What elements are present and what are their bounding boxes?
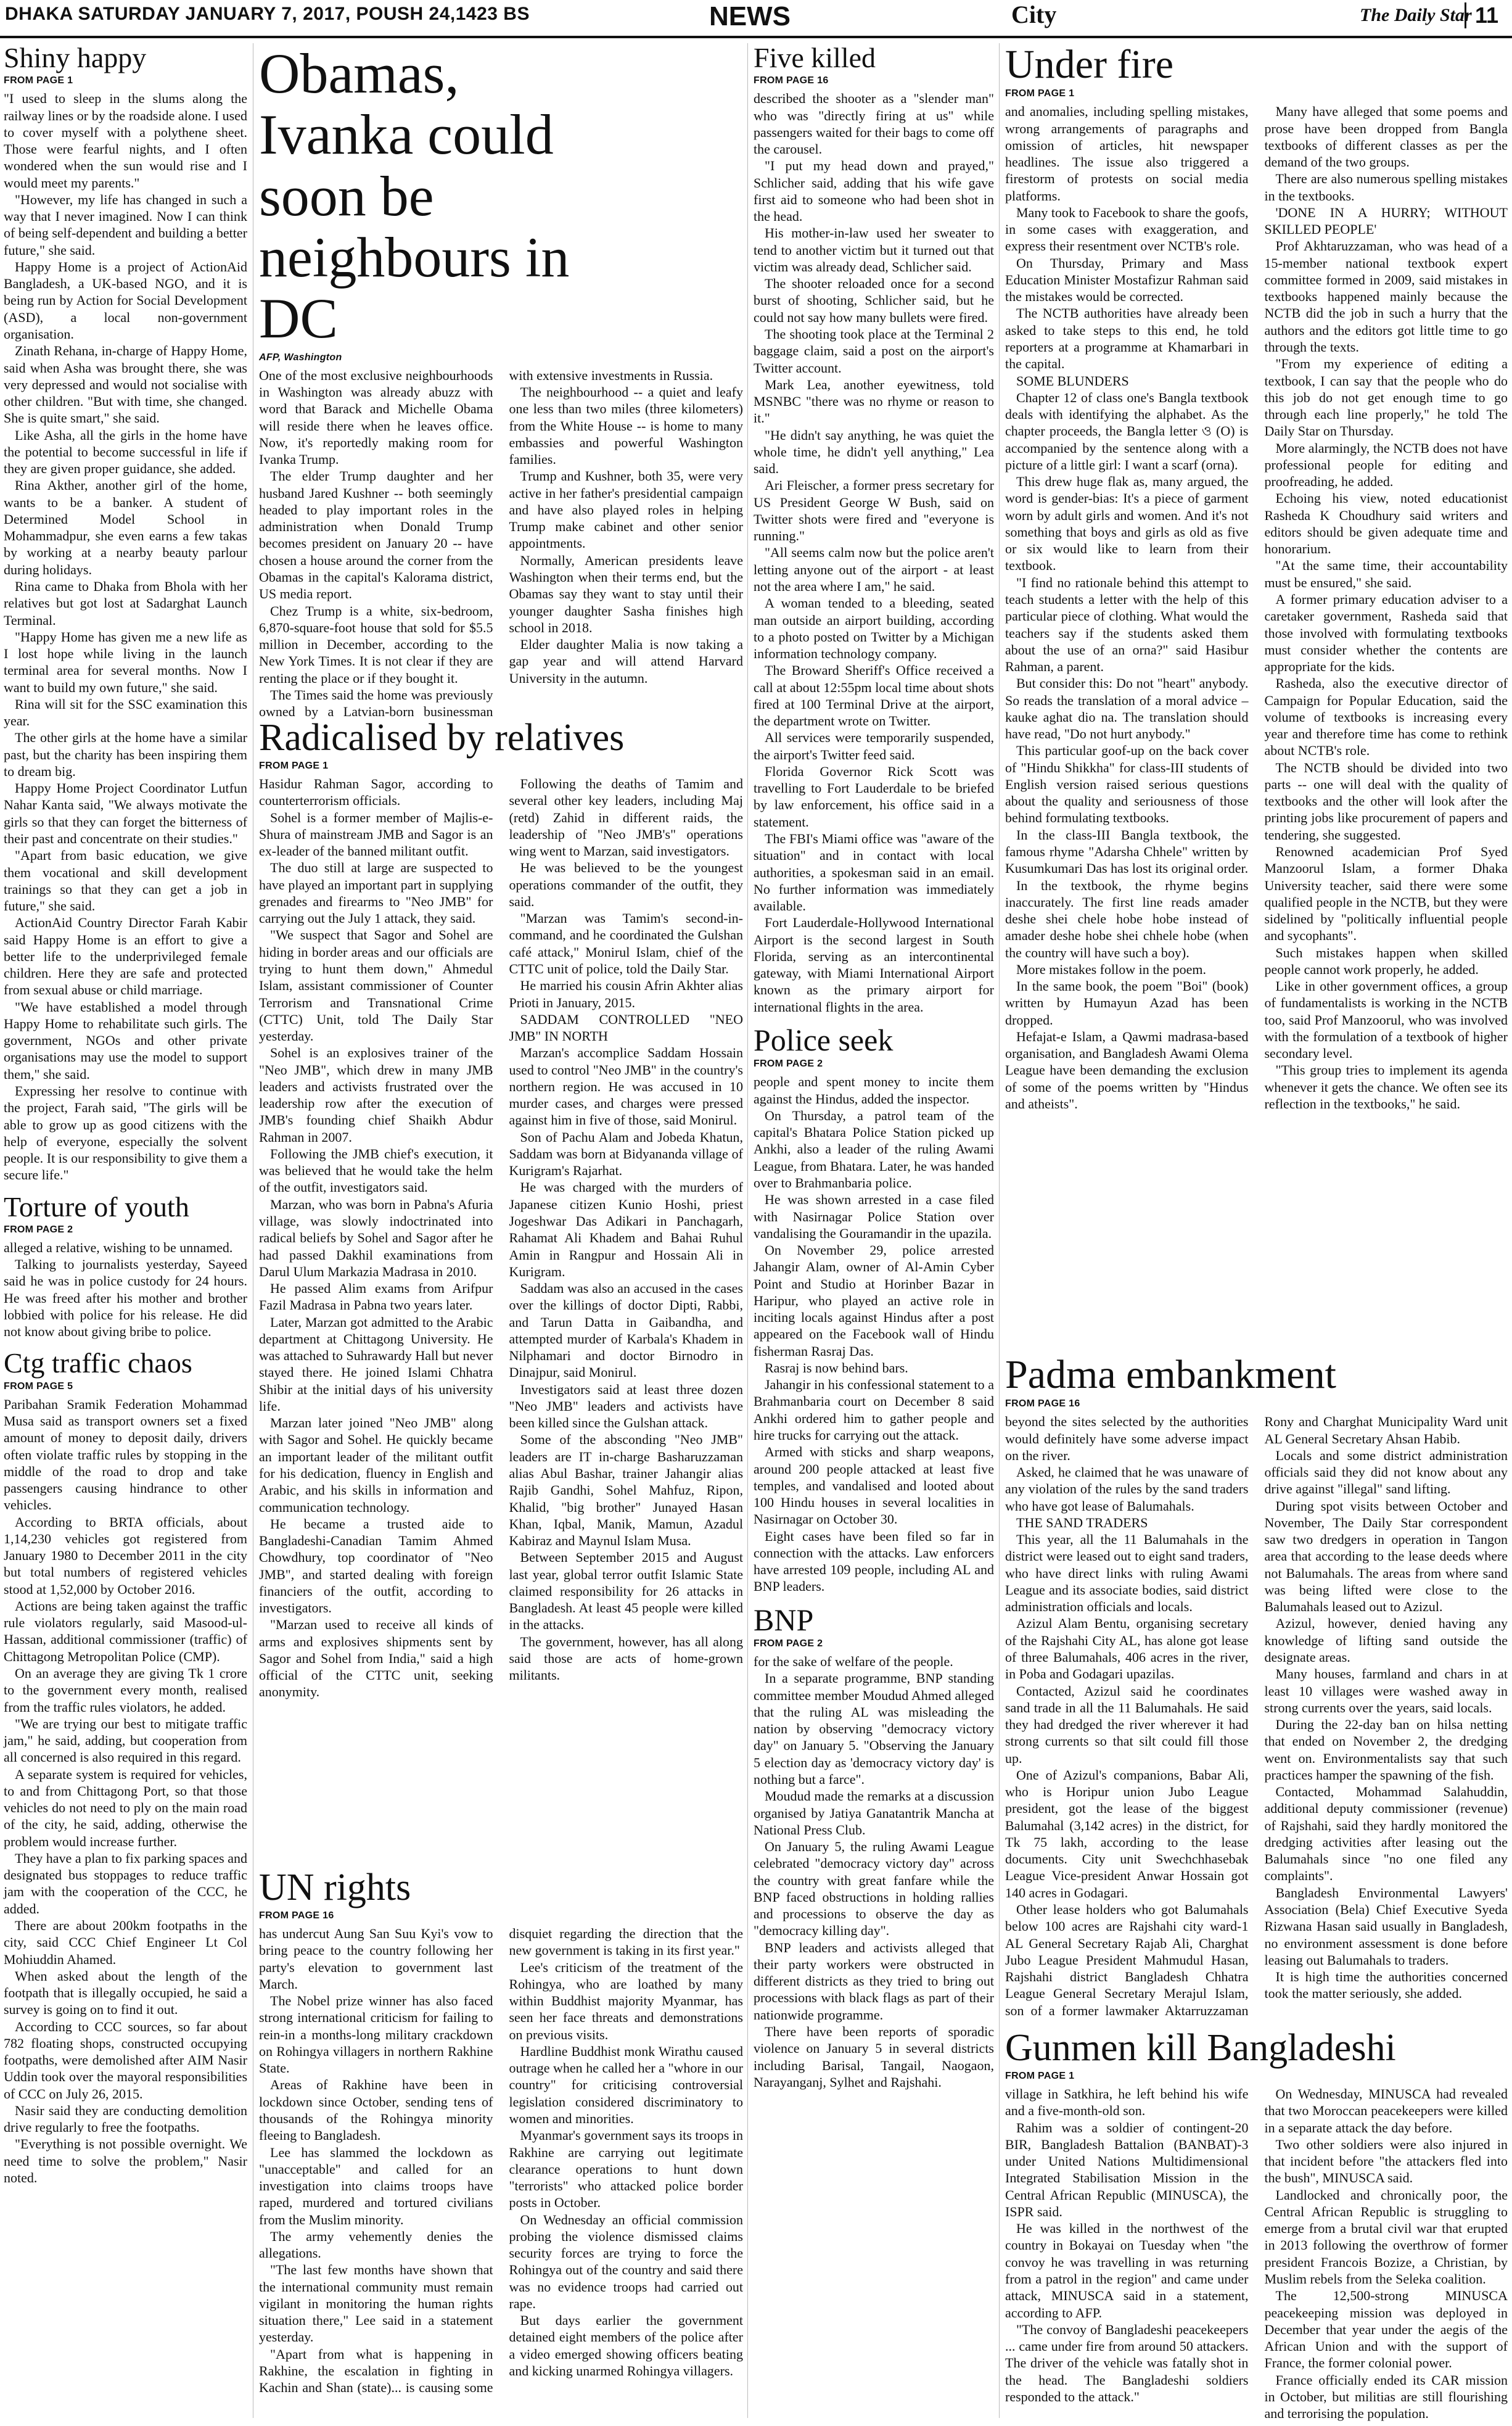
story-paragraph: "Marzan was Tamim's second-in-command, and he coordinated the Gulshan café attack," Monirul Islam, chief of the CTTC unit of police, told the Daily Star. <box>509 910 743 977</box>
story-paragraph: BNP leaders and activists alleged that their party workers were obstructed in different districts as they tried to bring out processions with black flags as part of their nationwide programme. <box>754 1939 994 2023</box>
story-paragraph: The 12,500-strong MINUSCA peacekeeping mission was deployed in December that year under the aegis of the African Union and with the support of France, the former colonial power. <box>1264 2288 1508 2371</box>
story-paragraph: 'DONE IN A HURRY; WITHOUT SKILLED PEOPLE' <box>1264 204 1508 237</box>
story-paragraph: THE SAND TRADERS <box>1016 1514 1148 1530</box>
story-paragraph: A woman tended to a bleeding, seated man outside an airport building, according to a photo posted on Twitter by a Michigan information technology company. <box>754 595 994 662</box>
masthead <box>0 0 1512 38</box>
story-body <box>754 90 994 1015</box>
story-paragraph: A former primary education adviser to a caretaker government, Rasheda said that those involved with formulating textbooks must consider whether the contents are appropriate for the kids. <box>1264 592 1508 675</box>
story-paragraph: More mistakes follow in the poem. <box>1016 961 1206 977</box>
story-paragraph: Marzan, who was born in Pabna's Afuria village, was slowly indoctrinated into radical beliefs by Sohel and Sagor after he had passed Dakhil examinations from Darul Ulum Markazia Madrasa in 2010. <box>259 1196 493 1279</box>
story-paragraph: The FBI's Miami office was "aware of the situation" and in contact with local authorities, a spokesman said in an email. No further information was immediately available. <box>754 830 994 914</box>
story-paragraph: The shooter reloaded once for a second burst of shooting, Schlicher said, but he could not say how many bullets were fired. <box>754 276 994 325</box>
headline: Ctg traffic chaos <box>4 1347 192 1379</box>
story-paragraph: Rasheda, also the executive director of Campaign for Popular Education, said the volume of textbooks is increasing every year and therefore time has come to rethink about NCTB's role. <box>1264 675 1508 759</box>
story-paragraph: Rahim was a soldier of contingent-20 BIR, Bangladesh Battalion (BANBAT)-3 under United Nations Multidimensional Integrated Stabilisation Mission in the Central African Republic (MINUSCA), the ISPR said. <box>1005 2119 1249 2219</box>
story-paragraph: The Nobel prize winner has also faced strong international criticism for failing to rein-in a months-long military crackdown on Rohingya villagers in northern Rakhine State. <box>259 1993 493 2076</box>
story-paragraph: Jahangir in his confessional statement to a Brahmanbaria court on December 8 said Ankhi ordered him to gather people and hire trucks for carrying out the attack. <box>754 1377 994 1443</box>
story-source: FROM PAGE 1 <box>259 761 329 772</box>
story-paragraph: "The convoy of Bangladeshi peacekeepers ... came under fire from around 50 attackers. The driver of the vehicle was fatally shot in the head. The Bangladeshi soldiers responded to the attack." <box>1005 2321 1249 2404</box>
story-paragraph: Like Asha, all the girls in the home have the potential to become successful in life if they are given proper guidance, she added. <box>4 427 247 477</box>
story-paragraph: Moudud made the remarks at a discussion organised by Jatiya Ganatantrik Mancha at National Press Club. <box>754 1788 994 1838</box>
column-4 <box>754 43 994 2421</box>
story-body <box>4 90 247 1183</box>
story-paragraph: On January 5, the ruling Awami League celebrated "democracy victory day" across the country with great fanfare while the BNP faced obstructions in holding rallies and processions to observe the day as "democracy killing day". <box>754 1839 994 1939</box>
headline: Torture of youth <box>4 1190 189 1223</box>
story-source: FROM PAGE 1 <box>1005 88 1075 99</box>
story-paragraph: He was killed in the northwest of the country in Bokayai on Tuesday when "the convoy he was travelling in was returning from a patrol in the region" and came under attack, MINUSCA said in a statement, according to AFP. <box>1005 2221 1249 2321</box>
story-paragraph: SADDAM CONTROLLED "NEO JMB" IN NORTH <box>509 1011 743 1044</box>
story-paragraph: "Apart from what is happening in Rakhine, the escalation in fighting in Kachin and Shan (state)... is causing some disquiet regarding the direction that the new government is taking in its first year." <box>259 1926 743 2396</box>
story-paragraph: During the 22-day ban on hilsa netting that ended on November 2, the dredging went on. Environmentalists say that such practices hamper the spawning of the fish. <box>1264 1717 1508 1783</box>
story-paragraph: Azizul, however, denied having any knowledge of lifting sand outside the designate areas. <box>1264 1615 1508 1665</box>
story-paragraph: His mother-in-law used her sweater to tend to another victim but it turned out that victim was already dead, Schlicher said. <box>754 225 994 274</box>
story-paragraph: Many houses, farmland and chars in at least 10 villages were washed away in strong currents over the years, said locals. <box>1264 1666 1508 1715</box>
story-paragraph: "From my experience of editing a textbook, I can say that the people who do this job do not get enough time to go through each line properly," he told The Daily Star on Thursday. <box>1264 356 1508 439</box>
story-paragraph: beyond the sites selected by the authorities would definitely have some adverse impact on the river. <box>1005 1414 1249 1463</box>
story-paragraph: Saddam was also an accused in the cases over the killings of doctor Dipti, Rabbi, and Tarun Datta in Gaibandha, and attempted murder of Karbala's Khadem in Nilphamari and doctor Birnodro in Dinajpur, said Monirul. <box>509 1281 743 1380</box>
story-paragraph: "I used to sleep in the slums along the railway lines or by the roadside alone. I used to cover myself with a polythene sheet. Those were fearful nights, and I often wondered when the sun would rise and I would meet my parents." <box>4 91 247 191</box>
column-5-6 <box>1005 43 1508 2421</box>
story-paragraph: The shooting took place at the Terminal 2 baggage claim, said a post on the airport's Twitter account. <box>754 326 994 376</box>
story-paragraph: The Broward Sheriff's Office received a call at about 12:55pm local time about shots fired at 100 Terminal Drive at the airport, the department wrote on Twitter. <box>754 662 994 729</box>
story-paragraph: The Times said the home was previously owned by a Latvian-born businessman with extensive investments in Russia. <box>259 367 713 720</box>
story-source: FROM PAGE 1 <box>4 75 73 86</box>
story-under-fire <box>1005 43 1508 1345</box>
story-paragraph: During spot visits between October and November, The Daily Star correspondent saw two dredgers in operation in Tangon area that according to the lease deeds where not Balumahals. The areas from where sand was being lifted were close to the Balumahals leased out to Azizul. <box>1264 1498 1508 1615</box>
story-paragraph: Azizul Alam Bentu, organising secretary of the Rajshahi City AL, has alone got lease of three Balumahals, 406 acres in the river, in Poba and Godagari upazilas. <box>1005 1615 1249 1682</box>
story-body <box>4 1239 247 1340</box>
column-rule <box>999 43 1000 2418</box>
story-paragraph: Fort Lauderdale-Hollywood International Airport is the second largest in South Florida, serving as an intercontinental gateway, with Miami International Airport known as the primary airport for international flights in the area. <box>754 915 994 1015</box>
story-paragraph: On Thursday, a patrol team of the capital's Bhatara Police Station picked up Ankhi, also a leader of the ruling Awami League, from Bhatara. Later, he was handed over to Brahmanbaria police. <box>754 1107 994 1190</box>
story-paragraph: The neighbourhood -- a quiet and leafy one less than two miles (three kilometers) from the White House -- is home to many embassies and powerful Washington families. <box>509 384 743 468</box>
story-paragraph: The NCTB should be divided into two parts -- one will deal with the quality of textbooks and the other will look after the printing jobs like procurement of papers and tendering, she suggested. <box>1264 759 1508 843</box>
story-source: AFP, Washington <box>259 352 342 363</box>
story-paragraph: "Everything is not possible overnight. We need time to solve the problem," Nasir noted. <box>4 2136 247 2185</box>
story-paragraph: Contacted, Azizul said he coordinates sand trade in all the 11 Balumahals. He said they had dredged the river wherever it had strong currents so that silt could fill those up. <box>1005 1683 1249 1766</box>
story-paragraph: alleged a relative, wishing to be unnamed. <box>4 1239 233 1255</box>
story-paragraph: Such mistakes happen when skilled people cannot work properly, he added. <box>1264 944 1508 977</box>
story-paragraph: Asked, he claimed that he was unaware of any violation of the rules by the sand traders who have got lease of Balumahals. <box>1005 1464 1249 1514</box>
headline: Padma embankment <box>1005 1352 1337 1397</box>
story-five-killed <box>754 43 994 1015</box>
story-paragraph: He passed Alim exams from Arifpur Fazil Madrasa in Pabna two years later. <box>259 1281 493 1313</box>
story-torture-of-youth <box>4 1192 247 1340</box>
story-source: FROM PAGE 16 <box>754 75 829 86</box>
headline: Police seek <box>754 1022 894 1057</box>
story-paragraph: It is high time the authorities concerned took the matter seriously, she added. <box>1264 1969 1508 2002</box>
story-paragraph: Investigators said at least three dozen "Neo JMB" leaders and activists have been killed since the Gulshan attack. <box>509 1381 743 1431</box>
story-paragraph: Nasir said they are conducting demolition drive regularly to free the footpaths. <box>4 2102 247 2135</box>
story-paragraph: In the textbook, the rhyme begins inaccurately. The first line reads amader deshe shei chele hobe hobe instead of amader deshe hobe shei chhele hobe (when the country will have such a boy). <box>1005 877 1249 960</box>
story-paragraph: Florida Governor Rick Scott was travelling to Fort Lauderdale to be briefed by law enforcement, his office said in a statement. <box>754 763 994 830</box>
story-paragraph: Later, Marzan got admitted to the Arabic department at Chittagong University. He was attached to Suhrawardy Hall but never stayed there. He joined Islami Chhatra Shibir at the initial days of his university life. <box>259 1314 493 1414</box>
story-paragraph: Trump and Kushner, both 35, were very active in her father's presidential campaign and have also played roles in helping Trump make cabinet and other senior appointments. <box>509 468 743 551</box>
story-paragraph: The duo still at large are suspected to have played an important part in supplying grenades and firearms to "Neo JMB" for carrying out the July 1 attack, they said. <box>259 860 493 926</box>
story-paragraph: France officially ended its CAR mission in October, but militias are still flourishing and terrorising the population. <box>1264 2372 1508 2422</box>
story-paragraph: Landlocked and chronically poor, the Central African Republic is struggling to emerge from a brutal civil war that erupted in 2013 following the overthrow of former president Francois Bozize, a Christian, by Muslim rebels from the Seleka coalition. <box>1264 2187 1508 2287</box>
story-radicalised-by-relatives <box>259 718 743 1859</box>
story-obamas-ivanka <box>259 42 743 720</box>
story-paragraph: Eight cases have been filed so far in connection with the attacks. Law enforcers have arrested 109 people, including AL and BNP leaders. <box>754 1528 994 1595</box>
story-paragraph: and anomalies, including spelling mistakes, wrong arrangements of paragraphs and omission of articles, hit newspaper headlines. The issue also triggered a firestorm of protests on social media platforms. <box>1005 104 1249 204</box>
story-paragraph: This particular goof-up on the back cover of "Hindu Shikkha" for class-III students of English version raised serious questions about the quality and seriousness of those behind formulating textbooks. <box>1005 743 1249 826</box>
story-paragraph: One of Azizul's companions, Babar Ali, who is Horipur union Jubo League president, got the lease of the biggest Balumahal (3,142 acres) in the district, for Tk 75 lakh, according to the lease documents. City unit Swechchhasebak League Vice-president Anwar Hossain got 140 acres in Godagari. <box>1005 1767 1249 1900</box>
story-paragraph: Many have alleged that some poems and prose have been dropped from Bangla textbooks of different classes as per the demand of the two groups. <box>1264 104 1508 170</box>
story-paragraph: Following the deaths of Tamim and several other key leaders, including Maj (retd) Zahid in different raids, the leadership of "Neo JMB's" operations wing went to Marzan, said investigators. <box>509 776 743 859</box>
story-source: FROM PAGE 5 <box>4 1380 73 1392</box>
story-paragraph: On Wednesday, MINUSCA had revealed that two Moroccan peacekeepers were killed in a separate attack the day before. <box>1264 2086 1508 2135</box>
story-paragraph: "However, my life has changed in such a way that I never imagined. Now I can think of being self-dependent and building a better future," she said. <box>4 191 247 258</box>
story-body <box>1005 1413 1508 2019</box>
story-paragraph: On Thursday, Primary and Mass Education Minister Mostafizur Rahman said the mistakes would be corrected. <box>1005 255 1249 305</box>
column-2-3 <box>259 43 743 2421</box>
story-paragraph: "Marzan used to receive all kinds of arms and explosives shipments sent by Sagor and Sohel from India," said a high official of the CTTC unit, seeking anonymity. <box>259 1617 493 1700</box>
story-paragraph: Talking to journalists yesterday, Sayeed said he was in police custody for 24 hours. He was freed after his mother and brother lobbied with police for his release. He did not know about giving bribe to police. <box>4 1256 247 1340</box>
story-paragraph: Lee's criticism of the treatment of the Rohingya, who are loathed by many within Buddhist majority Myanmar, has seen her face threats and demonstrations on previous visits. <box>509 1959 743 2042</box>
story-paragraph: More alarmingly, the NCTB does not have professional people for editing and proofreading, he added. <box>1264 440 1508 490</box>
story-paragraph: Sohel is a former member of Majlis-e-Shura of mainstream JMB and Sagor is an ex-leader of the banned militant outfit. <box>259 809 493 859</box>
story-paragraph: This drew huge flak as, many argued, the word is gender-bias: It's a piece of garment worn by adult girls and women. And it's not something that boys and girls as old as five or six would like to learn from their textbook. <box>1005 474 1249 574</box>
story-paragraph: Rina Akther, another girl of the home, wants to be a banker. A student of Determined Model School in Mohammadpur, she even earns a few takas by working at a nearby beauty parlour during holidays. <box>4 477 247 577</box>
story-paragraph: Rina came to Dhaka from Bhola with her relatives but got lost at Sadarghat Launch Terminal. <box>4 579 247 628</box>
story-paragraph: When asked about the length of the footpath that is illegally occupied, he said a survey is going on to find it out. <box>4 1968 247 2018</box>
paper-logo: The Daily Star <box>1360 5 1472 25</box>
story-paragraph: Chez Trump is a white, six-bedroom, 6,870-square-foot house that sold for $5.5 million in December, according to the New York Times. It is not clear if they are renting the place or if they bought it. <box>259 603 493 686</box>
story-body <box>259 775 743 1701</box>
story-paragraph: Areas of Rakhine have been in lockdown since October, sending tens of thousands of the Rohingya minority fleeing to Bangladesh. <box>259 2077 493 2143</box>
city-label: City <box>1011 1 1057 28</box>
story-paragraph: Rina will sit for the SSC examination this year. <box>4 696 247 729</box>
story-paragraph: In the same book, the poem "Boi" (book) written by Humayun Azad has been dropped. <box>1005 978 1249 1028</box>
dateline: DHAKA SATURDAY JANUARY 7, 2017, POUSH 24,1423 BS <box>5 4 530 24</box>
story-paragraph: Contacted, Mohammad Salahuddin, additional deputy commissioner (revenue) of Rajshahi, said they hardly monitored the dredging activities after leasing out the Balumahals since "no one filed any complaints". <box>1264 1784 1508 1884</box>
story-paragraph: The NCTB authorities have already been asked to take steps to this end, he told reporters at a programme at Khamarbari in the capital. <box>1005 305 1249 372</box>
story-paragraph: The elder Trump daughter and her husband Jared Kushner -- both seemingly headed to play important roles in the administration when Donald Trump becomes president on January 20 -- have chosen a house around the corner from the Obamas in the capital's Kalorama district, US media report. <box>259 468 493 602</box>
story-gunmen-kill-bangladeshi <box>1005 2027 1508 2422</box>
story-paragraph: Between September 2015 and August last year, global terror outfit Islamic State claimed responsibility for 26 attacks in Bangladesh. At least 45 people were killed in the attacks. <box>509 1549 743 1633</box>
story-paragraph: One of the most exclusive neighbourhoods in Washington was already abuzz with word that Barack and Michelle Obama will reside there when he leaves office. Now, it's reportedly making room for Ivanka Trump. <box>259 367 493 468</box>
story-paragraph: On Wednesday an official commission probing the violence dismissed claims security forces are trying to force the Rohingya out of the country and said there was no evidence troops had carried out rape. <box>509 2211 743 2311</box>
story-shiny-happy <box>4 43 247 1184</box>
story-paragraph: This year, all the 11 Balumahals in the district were leased out to eight sand traders, who have direct links with ruling Awami League and its associate bodies, said district administration officials and locals. <box>1005 1532 1249 1615</box>
story-paragraph: Mark Lea, another eyewitness, told MSNBC "there was no rhyme or reason to it." <box>754 376 994 426</box>
headline: Five killed <box>754 42 876 73</box>
story-paragraph: Happy Home is a project of ActionAid Bangladesh, a UK-based NGO, and it is being run by Action for Social Development (ASD), a local non-government organisation. <box>4 258 247 342</box>
story-padma-embankment <box>1005 1353 1508 2020</box>
story-body <box>754 1073 994 1595</box>
story-paragraph: Other lease holders who got Balumahals below 100 acres are Rajshahi city ward-1 AL General Secretary Rajab Ali, Charghat Jubo League President Mahmudul Hasan, Rajshahi district Bangladesh Chhatra League General Secretary Merajul Islam, son of a former lawmaker Aktarruzzaman Rony and Charghat Municipality Ward unit AL General Secretary Ahsan Habib. <box>1005 1414 1508 2018</box>
story-paragraph: Chapter 12 of class one's Bangla textbook deals with identifying the alphabet. As the chapter proceeds, the Bangla letter ও (O) is accompanied by the sentence along with a picture of a little girl: I want a scarf (orna). <box>1005 389 1249 472</box>
story-paragraph: There are about 200km footpaths in the city, said CCC Chief Engineer Lt Col Mohiuddin Ahamed. <box>4 1917 247 1967</box>
story-ctg-traffic-chaos <box>4 1348 247 2186</box>
story-paragraph: "I put my head down and prayed," Schlicher said, adding that his wife gave first aid to someone who had been shot in the head. <box>754 158 994 225</box>
story-paragraph: Rasraj is now behind bars. <box>765 1359 908 1376</box>
story-paragraph: "All seems calm now but the police aren't letting anyone out of the airport - at least not the area where I am," he said. <box>754 545 994 594</box>
story-paragraph: people and spent money to incite them against the Hindus, added the inspector. <box>754 1074 994 1107</box>
story-paragraph: "This group tries to implement its agenda whenever it gets the chance. We often see its reflection in the textbooks," he said. <box>1264 1062 1508 1112</box>
story-paragraph: "At the same time, their accountability must be ensured," she said. <box>1264 558 1508 590</box>
story-paragraph: They have a plan to fix parking spaces and designated bus stoppages to reduce traffic jam with the cooperation of the CCC, he added. <box>4 1850 247 1916</box>
story-body <box>259 367 743 720</box>
story-paragraph: "We suspect that Sagor and Sohel are hiding in border areas and our officials are trying to hunt them down," Ahmedul Islam, assistant commissioner of Counter Terrorism and Transnational Crime (CTTC) Unit, told The Daily Star yesterday. <box>259 927 493 1044</box>
story-paragraph: SOME BLUNDERS <box>1016 373 1129 389</box>
story-body <box>4 1396 247 2186</box>
story-paragraph: "The last few months have shown that the international community must remain vigilant in monitoring the human rights situation there," Lee said in a statement yesterday. <box>259 2262 493 2345</box>
story-source: FROM PAGE 1 <box>1005 2071 1075 2082</box>
headline: Under fire <box>1005 42 1174 87</box>
story-paragraph: In the class-III Bangla textbook, the famous rhyme "Adarsha Chhele" written by Kusumkumari Das has lost its original order. <box>1005 827 1249 877</box>
story-paragraph: "I find no rationale behind this attempt to teach students a letter with the help of this particular piece of clothing. What would the teachers say if the students asked them about the use of an orna?" said Hasibur Rahman, a parent. <box>1005 574 1249 675</box>
story-paragraph: Ari Fleischer, a former press secretary for US President George W Bush, said on Twitter shots were fired and "everyone is running." <box>754 477 994 544</box>
story-paragraph: There are also numerous spelling mistakes in the textbooks. <box>1264 171 1508 204</box>
story-body <box>259 1925 743 2396</box>
story-paragraph: village in Satkhira, he left behind his wife and a five-month-old son. <box>1005 2086 1249 2119</box>
story-paragraph: Myanmar's government says its troops in Rakhine are carrying out legitimate clearance operations to hunt down "terrorists" who attacked police border posts in October. <box>509 2127 743 2211</box>
story-paragraph: Echoing his view, noted educationist Rasheda K Choudhury said writers and editors should be given adequate time and honorarium. <box>1264 490 1508 557</box>
story-paragraph: Locals and some district administration officials said they did not know about any drive against "illegal" sand lifting. <box>1264 1447 1508 1497</box>
story-paragraph: He was believed to be the youngest operations commander of the outfit, they said. <box>509 860 743 909</box>
story-paragraph: "We have established a model through Happy Home to rehabilitate such girls. The government, NGOs and other private organisations may use the model to support them," she said. <box>4 999 247 1082</box>
story-paragraph: Zinath Rehana, in-charge of Happy Home, said when Asha was brought there, she was very depressed and would not socialise with other children. "But with time, she changed. She is quite smart," she said. <box>4 343 247 426</box>
headline: Shiny happy <box>4 42 147 73</box>
story-un-rights <box>259 1868 743 2411</box>
headline: UN rights <box>259 1867 411 1908</box>
story-paragraph: Lee has slammed the lockdown as "unacceptable" and called for an investigation into claims troops have raped, murdered and tortured civilians from the Muslim minority. <box>259 2144 493 2227</box>
story-paragraph: But consider this: Do not "heart" anybody. So reads the translation of a moral advice – kauke aghat dio na. The translation should have read, "Do not hurt anybody." <box>1005 675 1249 742</box>
story-paragraph: "He didn't say anything, he was quiet the whole time, he didn't yell anything," Lea said. <box>754 427 994 477</box>
story-paragraph: Two other soldiers were also injured in that incident before "the attackers fled into the bush", MINUSCA said. <box>1264 2136 1508 2186</box>
story-paragraph: On an average they are giving Tk 1 crore to the government every month, realised from the traffic rules violators, he added. <box>4 1665 247 1715</box>
story-paragraph: Elder daughter Malia is now taking a gap year and will attend Harvard University in the autumn. <box>509 637 743 686</box>
story-paragraph: described the shooter as a "slender man" who was "directly firing at us" while passengers waited for their bags to come off the carousel. <box>754 91 994 157</box>
story-paragraph: "We are trying our best to mitigate traffic jam," he said, adding, but cooperation from all concerned is also required in this regard. <box>4 1715 247 1765</box>
story-paragraph: On November 29, police arrested Jahangir Alam, owner of Al-Amin Cyber Point and Studio at Horinber Bazar in Haripur, who played an active role in inciting locals against Hindus after a post appeared on the Facebook wall of Hindu fisherman Rasraj Das. <box>754 1242 994 1359</box>
story-source: FROM PAGE 2 <box>754 1638 823 1649</box>
story-paragraph: Marzan's accomplice Saddam Hossain used to control "Neo JMB" in the country's northern region. He was accused in 10 murder cases, and charges were pressed against him in five of those, said Monirul. <box>509 1045 743 1128</box>
story-source: FROM PAGE 16 <box>1005 1398 1080 1409</box>
story-paragraph: Paribahan Sramik Federation Mohammad Musa said as transport owners set a fixed amount of money to deposit daily, drivers often violate traffic rules by stopping in the middle of the road to drop and take passengers causing hindrance to other vehicles. <box>4 1396 247 1513</box>
story-paragraph: Bangladesh Environmental Lawyers' Association (Bela) Chief Executive Syeda Rizwana Hasan said usually in Bangladesh, no environment assessment is done before leasing out Balumahals to traders. <box>1264 1884 1508 1968</box>
story-bnp <box>754 1604 994 2090</box>
story-paragraph: Prof Akhtaruzzaman, who was head of a 15-member national textbook expert committee formed in 2009, said mistakes in textbooks happened mainly because the NCTB did the job in such a hurry that the authors and the editors got little time to go through the texts. <box>1264 238 1508 355</box>
story-paragraph: Hasidur Rahman Sagor, according to counterterrorism officials. <box>259 776 493 809</box>
story-paragraph: Following the JMB chief's execution, it was believed that he would take the helm of the outfit, investigators said. <box>259 1145 493 1195</box>
story-paragraph: In a separate programme, BNP standing committee member Moudud Ahmed alleged that the ruling AL was misleading the nation by observing "democracy victory day" on January 5. "Observing the January 5 election day as 'democracy victory day' is nothing but a farce". <box>754 1670 994 1787</box>
story-paragraph: ActionAid Country Director Farah Kabir said Happy Home is an effort to give a better life to the underprivileged female children. Here they are safe and protected from sexual abuse or child marriage. <box>4 915 247 998</box>
headline: BNP <box>754 1602 814 1637</box>
story-source: FROM PAGE 16 <box>259 1910 334 1921</box>
story-paragraph: Son of Pachu Alam and Jobeda Khatun, Saddam was born at Bidyananda village of Kurigram's Rajarhat. <box>509 1129 743 1179</box>
story-paragraph: Happy Home Project Coordinator Lutfun Nahar Kanta said, "We always motivate the girls so that they can forget the bitterness of their past and concentrate on their studies." <box>4 780 247 846</box>
story-paragraph: According to CCC sources, so far about 782 floating shops, constructed occupying footpaths, were demolished after AIM Nasir Uddin took over the mayoral responsibilities of CCC on July 26, 2015. <box>4 2018 247 2102</box>
story-paragraph: Normally, American presidents leave Washington when their terms end, but the Obamas say they want to stay until their younger daughter Sasha finishes high school in 2018. <box>509 552 743 635</box>
story-paragraph: for the sake of welfare of the people. <box>754 1654 953 1670</box>
story-paragraph: Some of the absconding "Neo JMB" leaders are IT in-charge Basharuzzaman alias Abul Bashar, trainer Jahangir alias Rajib Gandhi, Sohel Mahfuz, Ripon, Khalid, "big brother" Junayed Hasan Khan, Iqbal, Manik, Mamun, Azadul Kabiraz and Maynul Islam Musa. <box>509 1432 743 1549</box>
story-paragraph: He was shown arrested in a case filed with Nasirnagar Police Station over vandalising the Gouramandir in the upazila. <box>754 1192 994 1241</box>
headline: Obamas, Ivanka could soon be neighbours in DC <box>259 42 570 350</box>
story-paragraph: The army vehemently denies the allegations. <box>259 2228 493 2261</box>
story-paragraph: A separate system is required for vehicles, to and from Chittagong Port, so that those vehicles do not need to ply on the main road of the city, he said, adding, otherwise the problem would increase further. <box>4 1766 247 1849</box>
story-paragraph: Sohel is an explosives trainer of the "Neo JMB", which drew in many JMB leaders and activists frustrated over the leadership row after the execution of JMB's founding chief Shaikh Abdur Rahman in 2007. <box>259 1045 493 1145</box>
story-paragraph: He married his cousin Afrin Akhter alias Prioti in January, 2015. <box>509 978 743 1010</box>
story-paragraph: "Apart from basic education, we give them vocational and skill development trainings so that they can get a job in future," she said. <box>4 848 247 914</box>
story-paragraph: The government, however, has all along said those are acts of home-grown militants. <box>509 1633 743 1683</box>
story-body <box>1005 2086 1508 2422</box>
column-rule <box>747 43 748 2418</box>
story-paragraph: But days earlier the government detained eight members of the police after a video emerged showing officers beating and kicking unarmed Rohingya villagers. <box>509 2313 743 2379</box>
story-paragraph: Like in other government offices, a group of fundamentalists is working in the NCTB too, said Prof Manzoorul, who was involved with the formulation of a textbook of higher secondary level. <box>1264 978 1508 1062</box>
story-paragraph: has undercut Aung San Suu Kyi's vow to bring peace to the country following her party's elevation to government last March. <box>259 1926 493 1992</box>
story-paragraph: Armed with sticks and sharp weapons, around 200 people attacked at least five temples, and vandalised and looted about 100 Hindu houses in several localities in Nasirnagar on October 30. <box>754 1444 994 1527</box>
story-source: FROM PAGE 2 <box>754 1058 823 1070</box>
story-paragraph: Marzan later joined "Neo JMB" along with Sagor and Sohel. He quickly became an important leader of the militant outfit for his dedication, fluency in English and Arabic, and his skills in information and communication technology. <box>259 1415 493 1515</box>
story-paragraph: The other girls at the home have a similar past, but the charity has been inspiring them to dream big. <box>4 730 247 779</box>
story-paragraph: He became a trusted aide to Bangladeshi-Canadian Tamim Ahmed Chowdhury, top coordinator of "Neo JMB", and started dealing with foreign financiers of the outfit, according to investigators. <box>259 1516 493 1616</box>
headline: Radicalised by relatives <box>259 717 625 759</box>
story-paragraph: Many took to Facebook to share the goofs, in some cases with exaggeration, and express their resentment over NCTB's role. <box>1005 204 1249 254</box>
story-paragraph: Hardline Buddhist monk Wirathu caused outrage when he called her a "whore in our country" for criticising controversial legislation considered discriminatory to women and minorities. <box>509 2043 743 2127</box>
story-paragraph: According to BRTA officials, about 1,14,230 vehicles got registered from January 1980 to December 2011 in the city but total numbers of registered vehicles stood at 1,52,000 by October 2016. <box>4 1514 247 1597</box>
page-number: 11 <box>1465 2 1498 28</box>
story-paragraph: Actions are being taken against the traffic rule violators regularly, said Masood-ul-Hassan, additional commissioner (traffic) of Chittagong Metropolitan Police (CMP). <box>4 1598 247 1664</box>
headline: Gunmen kill Bangladeshi <box>1005 2027 1396 2069</box>
column-1 <box>4 43 247 2421</box>
section-label: NEWS <box>709 1 791 31</box>
story-paragraph: All services were temporarily suspended, the airport's Twitter feed said. <box>754 730 994 762</box>
story-police-seek <box>754 1024 994 1595</box>
story-paragraph: There have been reports of sporadic violence on January 5 in several districts including Barisal, Tangail, Naogaon, Narayanganj, Sylhet and Rajshahi. <box>754 2023 994 2090</box>
story-paragraph: He was charged with the murders of Japanese citizen Kunio Hoshi, priest Jogeshwar Das Adikari in Panchagarh, Rahamat Ali Khadem and Bahai Ruhul Amin in Rangpur and Hossain Ali in Kurigram. <box>509 1179 743 1279</box>
story-source: FROM PAGE 2 <box>4 1224 73 1235</box>
story-body <box>1005 103 1508 1112</box>
story-paragraph: "Happy Home has given me a new life as I lost hope while living in the launch terminal area for several months. Now I want to build my own future," she said. <box>4 629 247 695</box>
story-paragraph: Hefajat-e Islam, a Qawmi madrasa-based organisation, and Bangladesh Awami Olema League have been demanding the exclusion of some of the poems written by "Hindus and atheists". <box>1005 1028 1249 1112</box>
story-paragraph: Renowned academician Prof Syed Manzoorul Islam, a former Dhaka University teacher, said there were some qualified people in the NCTB, but they were sidelined by "politically influential people and sycophants". <box>1264 843 1508 944</box>
story-paragraph: Expressing her resolve to continue with the project, Farah said, "The girls will be able to grow up as good citizens with the help of everyone, especially the solvent people. It is our responsibility to give them a secure life." <box>4 1083 247 1183</box>
story-body <box>754 1653 994 2090</box>
